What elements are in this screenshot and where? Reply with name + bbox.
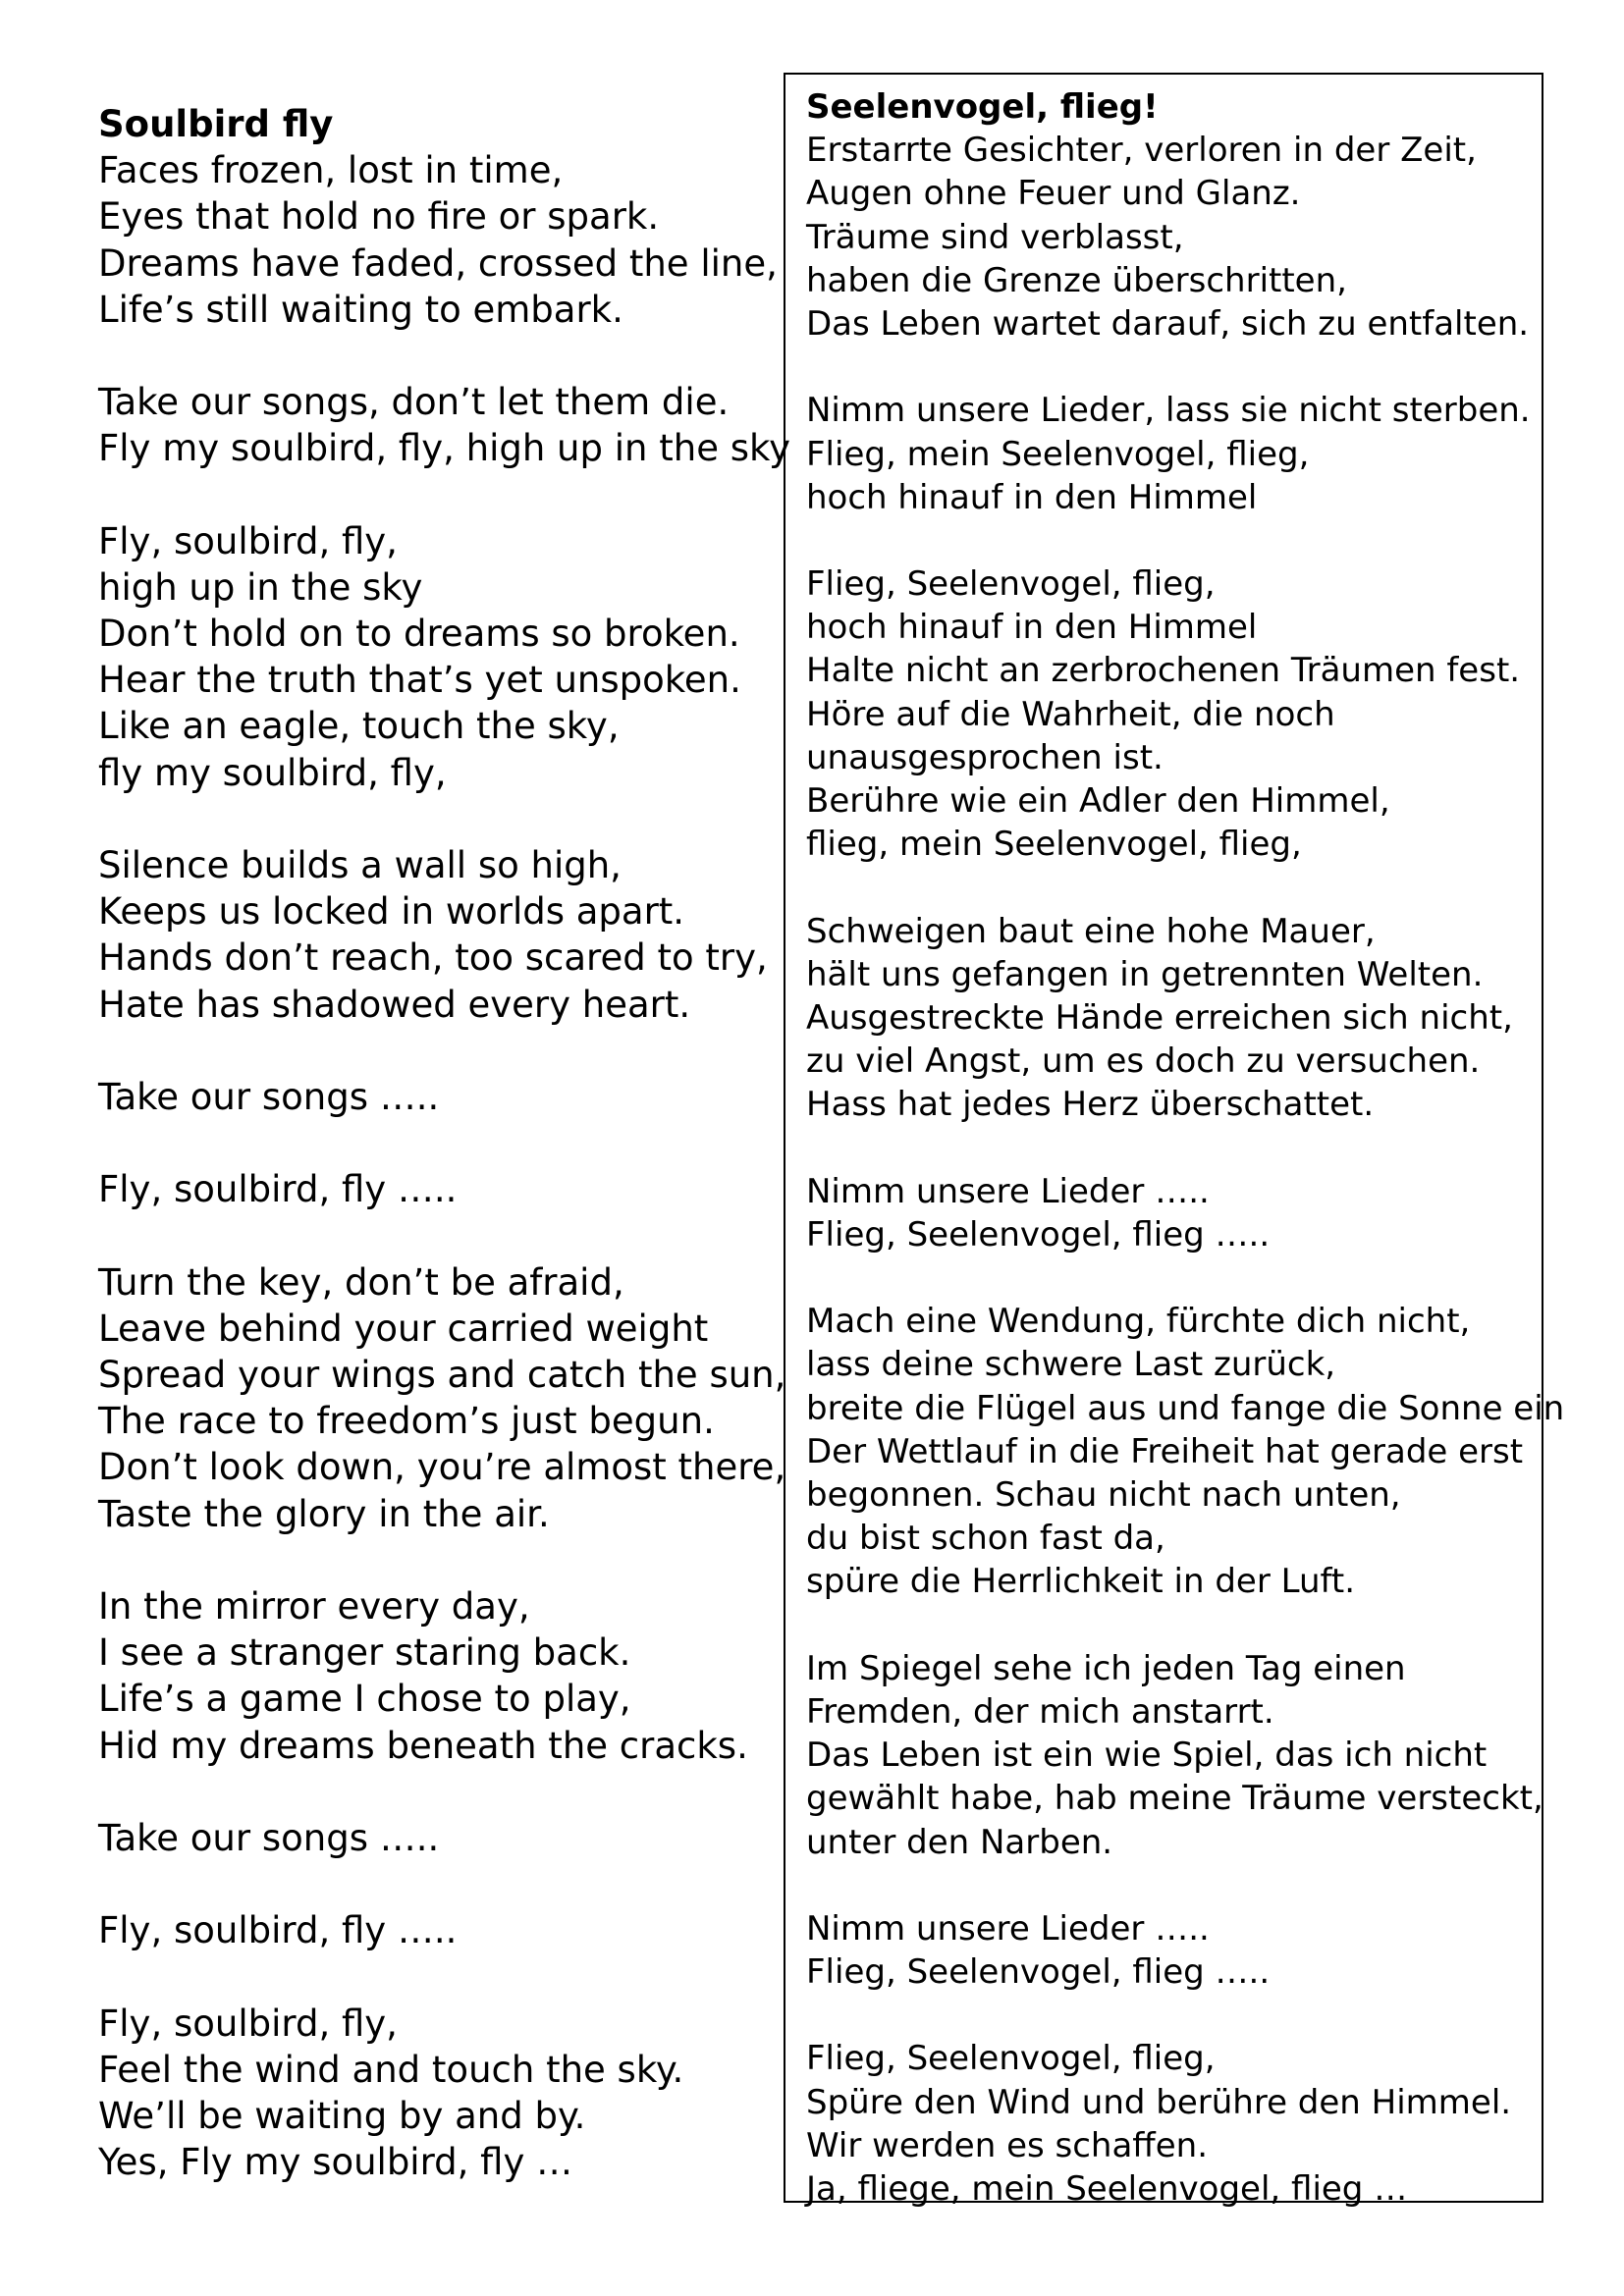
lyric-line: hält uns gefangen in getrennten Welten. <box>806 954 1484 994</box>
lyric-line: Flieg, Seelenvogel, flieg ….. <box>806 1952 1271 1993</box>
german-stanzas <box>806 129 1565 2211</box>
stanza <box>98 2001 766 2186</box>
lyric-line: Hass hat jedes Herz überschattet. <box>806 1085 1375 1125</box>
lyric-line: Fly, soulbird, fly ….. <box>98 1909 458 1952</box>
lyric-line: hoch hinauf in den Himmel <box>806 477 1258 517</box>
stanza-gap <box>806 519 1533 562</box>
lyric-line: Don’t hold on to dreams so broken. <box>98 613 740 656</box>
lyric-line: Schweigen baut eine hohe Mauer, <box>806 911 1376 951</box>
lyric-line: Nimm unsere Lieder, lass sie nicht sterben. <box>806 391 1531 431</box>
stanza-gap <box>98 333 766 379</box>
lyric-line: hoch hinauf in den Himmel <box>806 608 1258 648</box>
lyric-line: Take our songs ….. <box>98 1816 440 1859</box>
lyric-line: In the mirror every day, <box>98 1585 530 1628</box>
english-song-title: Soulbird fly <box>98 103 334 145</box>
lyric-line: flieg, mein Seelenvogel, flieg, <box>806 825 1302 865</box>
stanza <box>98 379 791 471</box>
lyric-line: Spread your wings and catch the sun, <box>98 1354 786 1397</box>
stanza-gap <box>806 346 1533 389</box>
lyric-line: Keeps us locked in worlds apart. <box>98 890 685 934</box>
lyric-line: spüre die Herrlichkeit in der Luft. <box>806 1562 1356 1602</box>
lyric-line: gewählt habe, hab meine Träume versteckt, <box>806 1779 1543 1819</box>
stanza-gap <box>806 1864 1533 1907</box>
lyric-line: Das Leben ist ein wie Spiel, das ich nicht <box>806 1735 1488 1776</box>
stanza <box>98 1259 786 1537</box>
stanza <box>806 2037 1533 2211</box>
lyric-line: Leave behind your carried weight <box>98 1307 709 1350</box>
stanza-gap <box>98 1861 766 1907</box>
lyric-line: Fly my soulbird, fly, high up in the sky <box>98 427 791 470</box>
stanza <box>806 1170 1533 1256</box>
lyric-line: Dreams have faded, crossed the line, <box>98 241 778 285</box>
stanza <box>98 147 778 333</box>
stanza <box>806 389 1533 519</box>
lyric-line: Das Leben wartet darauf, sich zu entfalten. <box>806 303 1530 344</box>
lyric-line: Augen ohne Feuer und Glanz. <box>806 174 1301 214</box>
lyric-line: Flieg, Seelenvogel, flieg, <box>806 564 1216 605</box>
lyric-line: fly my soulbird, fly, <box>98 751 447 794</box>
stanza-gap <box>806 1994 1533 2037</box>
lyric-line: Träume sind verblasst, <box>806 217 1184 257</box>
stanza <box>98 1583 766 1769</box>
english-stanzas <box>98 147 791 2185</box>
stanza-gap <box>806 1127 1533 1170</box>
lyric-line: Life’s still waiting to embark. <box>98 288 623 331</box>
lyric-line: Eyes that hold no fire or spark. <box>98 195 660 239</box>
lyric-line: We’ll be waiting by and by. <box>98 2095 586 2138</box>
lyric-line: zu viel Angst, um es doch zu versuchen. <box>806 1041 1481 1082</box>
stanza <box>806 1907 1533 1994</box>
lyric-line: Taste the glory in the air. <box>98 1492 550 1535</box>
stanza-gap <box>98 1537 766 1583</box>
english-lyrics <box>98 101 791 2185</box>
stanza <box>806 1300 1565 1603</box>
lyric-line: Fly, soulbird, fly ….. <box>98 1168 458 1211</box>
lyric-line: Halte nicht an zerbrochenen Träumen fest. <box>806 651 1521 691</box>
lyric-line: breite die Flügel aus und fange die Sonne ein <box>806 1388 1565 1428</box>
lyric-line: Fremden, der mich anstarrt. <box>806 1691 1274 1732</box>
lyric-line: Hear the truth that’s yet unspoken. <box>98 659 741 702</box>
stanza <box>806 562 1533 866</box>
stanza <box>806 1647 1543 1864</box>
stanza <box>98 518 766 796</box>
stanza-gap <box>98 472 766 518</box>
lyric-line: Berühre wie ein Adler den Himmel, <box>806 781 1390 821</box>
lyric-line: Faces frozen, lost in time, <box>98 149 564 192</box>
lyric-line: Im Spiegel sehe ich jeden Tag einen <box>806 1648 1406 1688</box>
lyric-line: begonnen. Schau nicht nach unten, <box>806 1475 1401 1515</box>
lyric-line: Flieg, Seelenvogel, flieg, <box>806 2039 1216 2079</box>
german-lyrics <box>806 85 1565 2211</box>
lyric-line: Fly, soulbird, fly, <box>98 2002 398 2045</box>
lyric-line: du bist schon fast da, <box>806 1519 1165 1559</box>
stanza <box>98 1815 766 1861</box>
stanza <box>98 1907 766 1953</box>
stanza <box>98 1166 766 1212</box>
lyric-line: Erstarrte Gesichter, verloren in der Zeit, <box>806 131 1477 171</box>
stanza-gap <box>98 1028 766 1074</box>
lyric-line: Turn the key, don’t be afraid, <box>98 1260 624 1304</box>
lyric-line: lass deine schwere Last zurück, <box>806 1345 1336 1385</box>
stanza <box>98 842 766 1028</box>
lyric-line: high up in the sky <box>98 565 423 609</box>
lyric-line: Hid my dreams beneath the cracks. <box>98 1724 748 1767</box>
lyric-line: Yes, Fly my soulbird, fly … <box>98 2141 573 2184</box>
lyric-line: Flieg, mein Seelenvogel, flieg, <box>806 434 1310 474</box>
stanza-gap <box>806 1604 1533 1647</box>
lyric-line: Ausgestreckte Hände erreichen sich nicht, <box>806 997 1513 1038</box>
lyric-line: Ja, fliege, mein Seelenvogel, flieg … <box>806 2169 1408 2209</box>
stanza-gap <box>98 796 766 842</box>
stanza-gap <box>806 1256 1533 1300</box>
lyric-line: Hate has shadowed every heart. <box>98 983 691 1026</box>
lyric-line: Der Wettlauf in die Freiheit hat gerade erst <box>806 1431 1524 1471</box>
lyric-line: Like an eagle, touch the sky, <box>98 705 620 748</box>
lyric-line: unausgesprochen ist. <box>806 737 1164 777</box>
stanza-gap <box>98 1769 766 1815</box>
lyric-line: Silence builds a wall so high, <box>98 844 622 886</box>
lyric-line: Feel the wind and touch the sky. <box>98 2048 684 2091</box>
stanza-gap <box>98 1954 766 2001</box>
stanza <box>806 910 1533 1127</box>
lyric-line: Don’t look down, you’re almost there, <box>98 1446 786 1489</box>
stanza-gap <box>806 866 1533 909</box>
lyric-line: Spüre den Wind und berühre den Himmel. <box>806 2082 1512 2122</box>
stanza-gap <box>98 1120 766 1166</box>
stanza <box>806 129 1533 346</box>
lyric-line: The race to freedom’s just begun. <box>98 1400 715 1443</box>
lyric-line: unter den Narben. <box>806 1822 1113 1862</box>
lyric-line: Life’s a game I chose to play, <box>98 1678 631 1721</box>
stanza-gap <box>98 1213 766 1259</box>
lyric-line: Mach eine Wendung, fürchte dich nicht, <box>806 1302 1471 1342</box>
lyric-line: Höre auf die Wahrheit, die noch <box>806 694 1335 734</box>
lyric-line: Flieg, Seelenvogel, flieg ….. <box>806 1214 1271 1255</box>
lyric-line: Fly, soulbird, fly, <box>98 519 398 562</box>
lyric-line: I see a stranger staring back. <box>98 1631 631 1675</box>
lyric-line: Take our songs, don’t let them die. <box>98 381 730 424</box>
lyric-line: Wir werden es schaffen. <box>806 2125 1208 2165</box>
german-song-title: Seelenvogel, flieg! <box>806 87 1159 127</box>
lyric-line: haben die Grenze überschritten, <box>806 260 1347 300</box>
lyric-line: Hands don’t reach, too scared to try, <box>98 936 768 980</box>
lyric-line: Nimm unsere Lieder ….. <box>806 1908 1210 1949</box>
stanza <box>98 1074 766 1120</box>
lyric-line: Nimm unsere Lieder ….. <box>806 1171 1210 1211</box>
lyric-line: Take our songs ….. <box>98 1075 440 1118</box>
